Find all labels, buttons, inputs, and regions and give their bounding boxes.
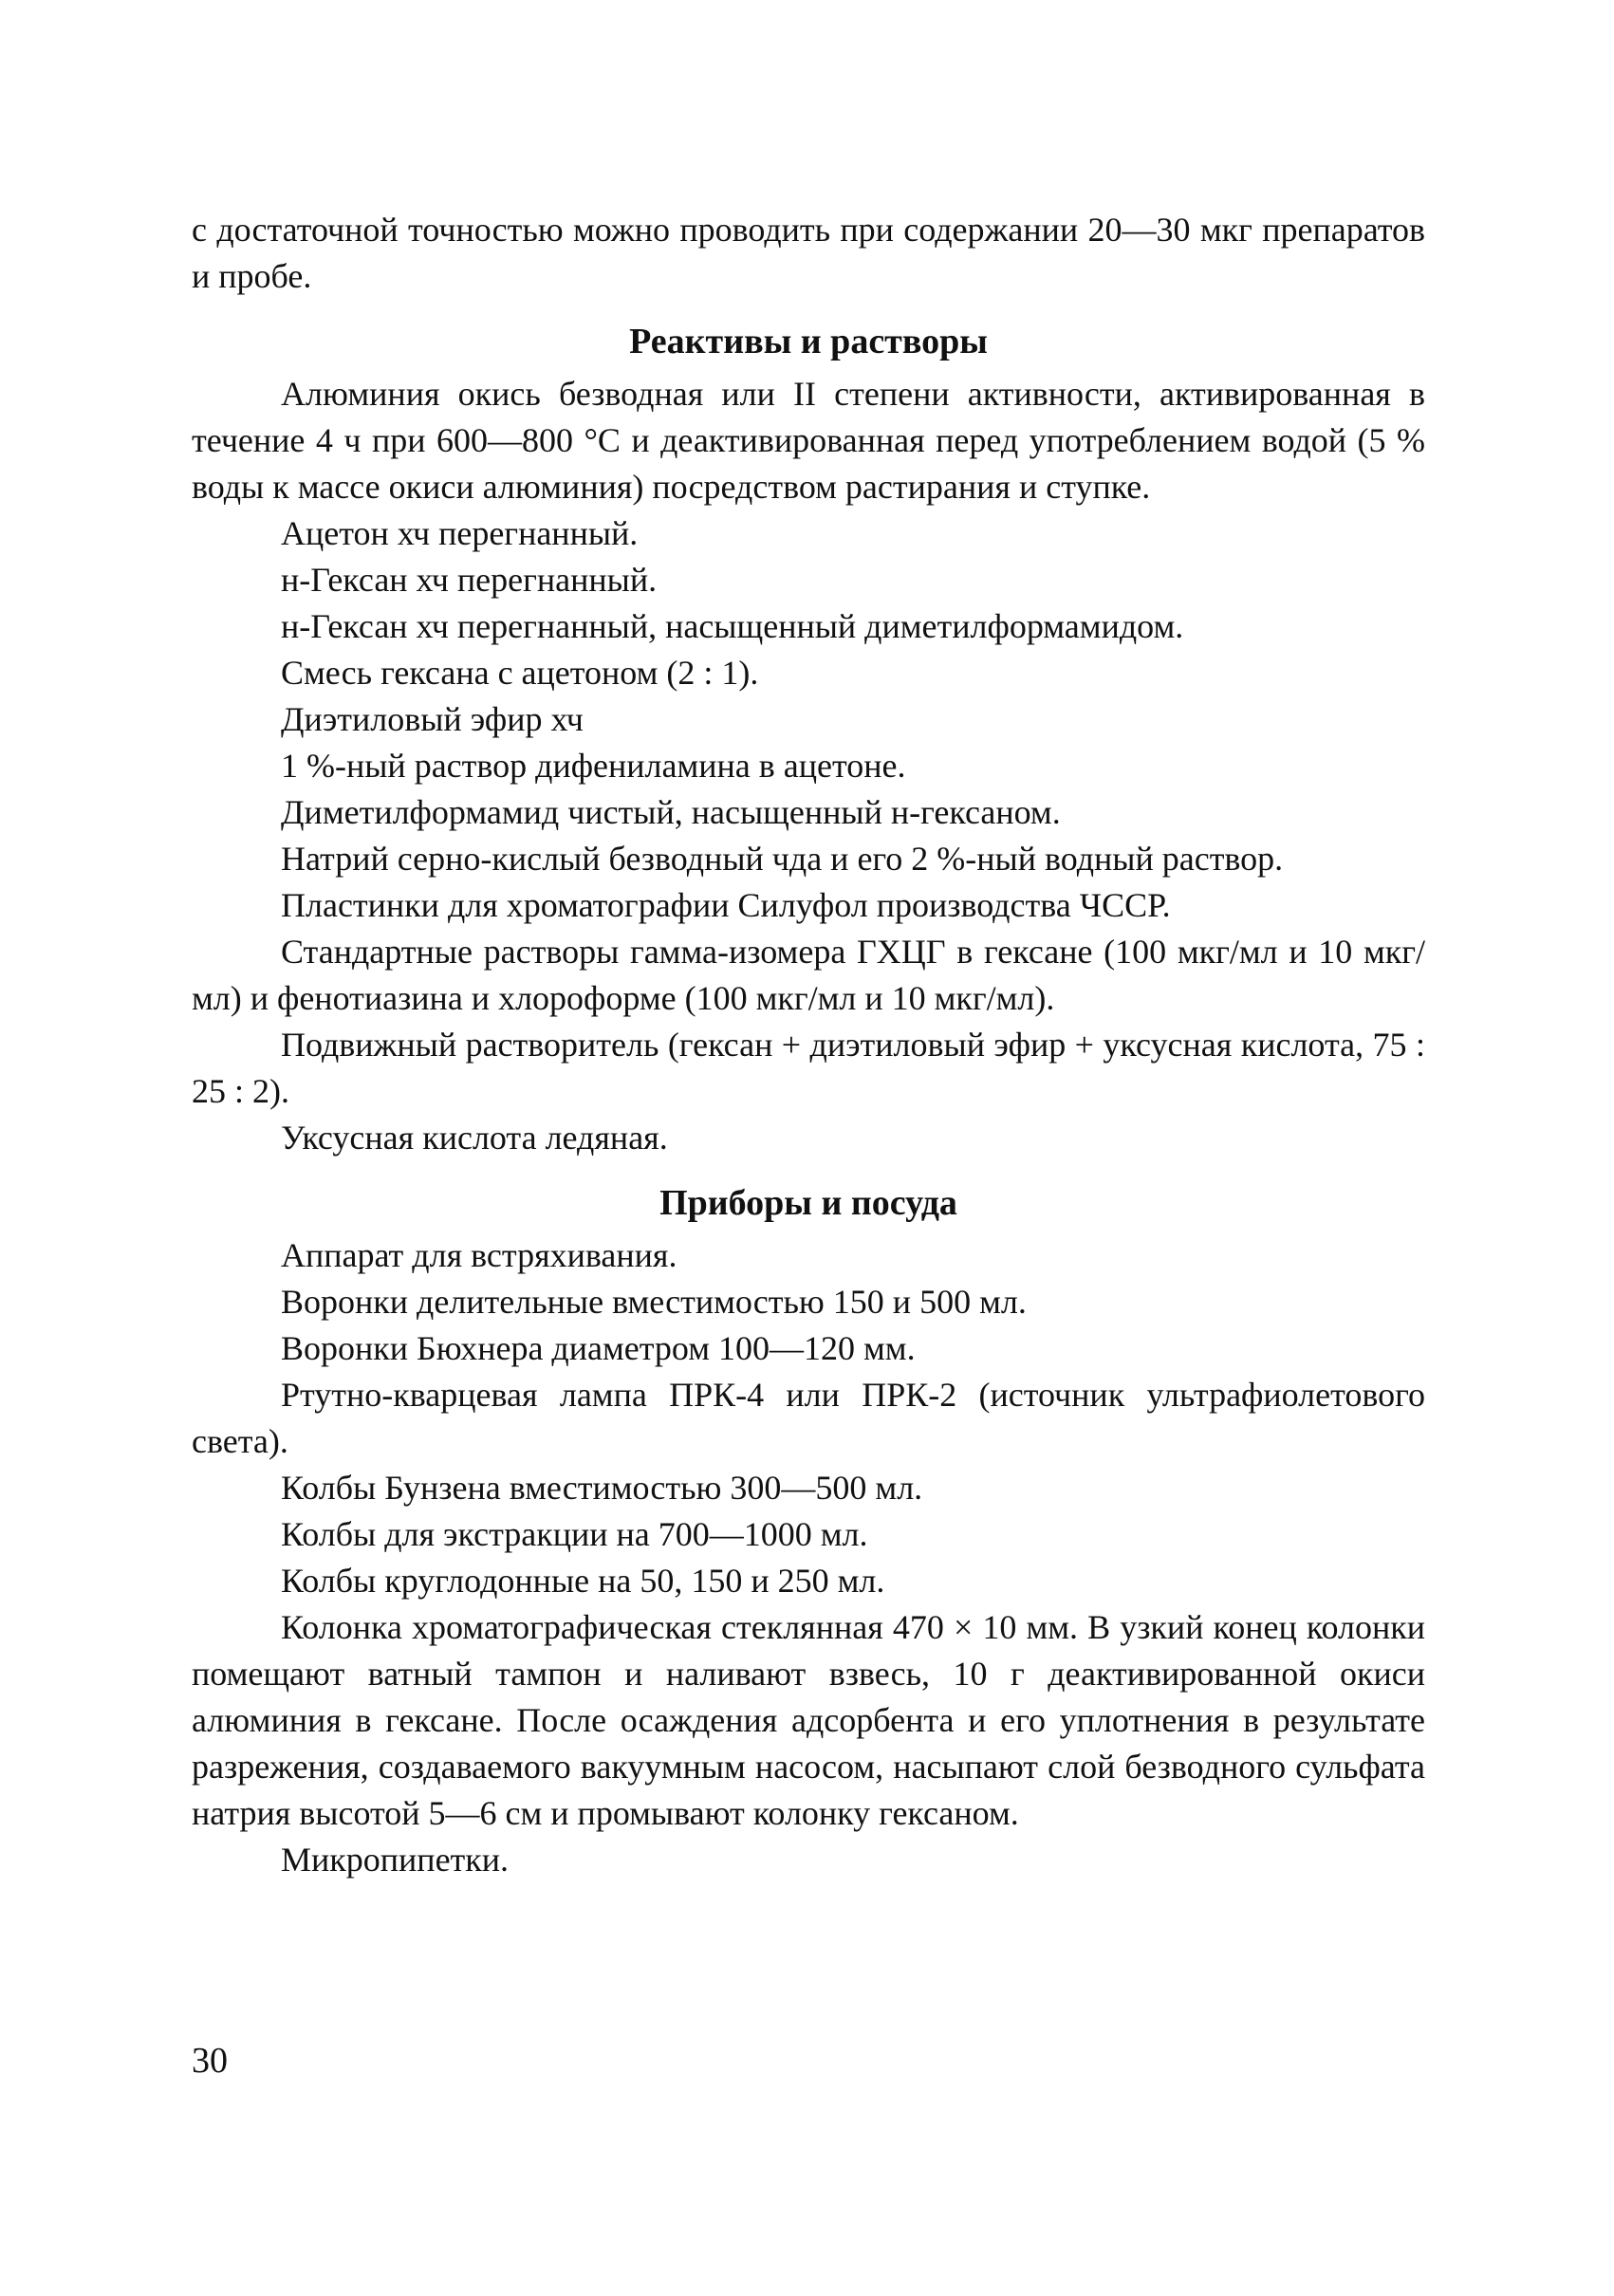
equipment-item: Воронки Бюхнера диаметром 100—120 мм. [281, 1329, 916, 1367]
equipment-heading: Приборы и посуда [659, 1183, 957, 1223]
reagent-item: Смесь гексана с ацетоном (2 : 1). [281, 654, 759, 692]
equipment-item: Колбы для экстракции на 700—1000 мл. [281, 1515, 868, 1553]
acetic-acid-item: Уксусная кислота ледяная. [281, 1119, 668, 1157]
mobile-solvent-paragraph: Подвижный растворитель (гексан + диэтиловый эфир + уксусная кислота, 75 : 25 : 2). [192, 1026, 1425, 1110]
equipment-item: Колбы Бунзена вместимостью 300—500 мл. [281, 1469, 923, 1507]
intro-paragraph: с достаточной точностью можно проводить при содержании 20—30 мкг препаратов и пробе. [192, 211, 1425, 295]
page-number: 30 [192, 2041, 228, 2081]
lamp-paragraph: Ртутно-кварцевая лампа ПРК-4 или ПРК-2 (источник ультрафиолетового света). [192, 1376, 1425, 1460]
document-page [192, 207, 1425, 1883]
reagent-item: Пластинки для хроматографии Силуфол производства ЧССР. [281, 886, 1171, 924]
equipment-item: Воронки делительные вместимостью 150 и 500 мл. [281, 1283, 1027, 1321]
equipment-item: Колбы круглодонные на 50, 150 и 250 мл. [281, 1562, 885, 1600]
standard-solutions-paragraph: Стандартные растворы гамма-изомера ГХЦГ в гексане (100 мкг/мл и 10 мкг/мл) и фенотиазина и хлороформе (100 мкг/мл и 10 мкг/мл). [192, 933, 1425, 1017]
reagent-item: 1 %-ный раствор дифениламина в ацетоне. [281, 747, 906, 785]
reagent-item: Диметилформамид чистый, насыщенный н-гексаном. [281, 793, 1061, 831]
reagents-heading: Реактивы и растворы [629, 322, 988, 361]
reagent-item: н-Гексан хч перегнанный. [281, 561, 658, 599]
equipment-item: Аппарат для встряхивания. [281, 1236, 677, 1274]
reagent-item: Диэтиловый эфир хч [281, 700, 584, 738]
reagent-item: Ацетон хч перегнанный. [281, 514, 639, 552]
reagent-item: Натрий серно-кислый безводный чда и его 2 %-ный водный раствор. [281, 840, 1284, 878]
alumina-paragraph: Алюминия окись безводная или II степени активности, активированная в течение 4 ч при 600—800 °С и деактивированная перед употреблением водой (5 % воды к массе окиси алюминия) посредством растирания и ступке. [192, 375, 1425, 506]
micropipettes-item: Микропипетки. [281, 1841, 510, 1879]
column-paragraph: Колонка хроматографическая стеклянная 470 × 10 мм. В узкий конец колонки помещают ватный тампон и наливают взвесь, 10 г деактивированной окиси алюминия в гексане. После осаждения адсорбента и его уплотнения в результате разрежения, создаваемого вакуумным насосом, насыпают слой безводного сульфата натрия высотой 5—6 см и промывают колонку гексаном. [192, 1608, 1425, 1832]
reagent-item: н-Гексан хч перегнанный, насыщенный диметилформамидом. [281, 607, 1184, 645]
